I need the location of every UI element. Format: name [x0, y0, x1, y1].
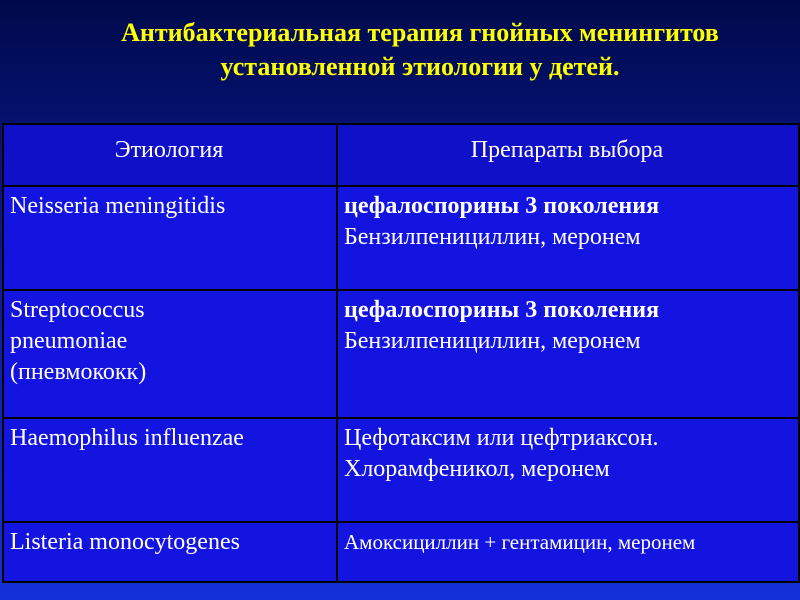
drugs-text: Амоксициллин + гентамицин, меронем	[344, 530, 696, 554]
etiology-text: Haemophilus influenzae	[10, 425, 244, 451]
title-line-2: установленной этиологии у детей.	[220, 52, 620, 81]
etiology-text: Streptococcus	[10, 297, 145, 323]
drugs-text: Цефотаксим или цефтриаксон.	[344, 425, 659, 451]
etiology-cell	[3, 290, 337, 418]
etiology-text: pneumoniae	[10, 328, 128, 354]
etiology-cell	[3, 522, 337, 582]
therapy-table	[2, 123, 800, 583]
title-line-1: Антибактериальная терапия гнойных менингитов	[121, 18, 719, 47]
drugs-text: Бензилпенициллин, меронем	[344, 328, 641, 354]
drugs-cell	[337, 186, 799, 290]
table-header-row	[3, 124, 799, 186]
drugs-text: Бензилпенициллин, меронем	[344, 224, 641, 250]
table-row	[3, 522, 799, 582]
etiology-cell	[3, 186, 337, 290]
slide-title	[20, 16, 800, 84]
header-etiology: Этиология	[3, 124, 337, 186]
etiology-cell	[3, 418, 337, 522]
drugs-cell	[337, 418, 799, 522]
drugs-bold-text: цефалоспорины 3 поколения	[344, 193, 660, 219]
etiology-text: (пневмококк)	[10, 359, 147, 385]
table-row	[3, 418, 799, 522]
drugs-cell	[337, 522, 799, 582]
table-row	[3, 186, 799, 290]
drugs-bold-text: цефалоспорины 3 поколения	[344, 297, 660, 323]
header-drugs: Препараты выбора	[337, 124, 799, 186]
table-row	[3, 290, 799, 418]
drugs-text: Хлорамфеникол, меронем	[344, 456, 610, 482]
drugs-cell	[337, 290, 799, 418]
etiology-text: Neisseria meningitidis	[10, 193, 226, 219]
etiology-text: Listeria monocytogenes	[10, 529, 240, 555]
